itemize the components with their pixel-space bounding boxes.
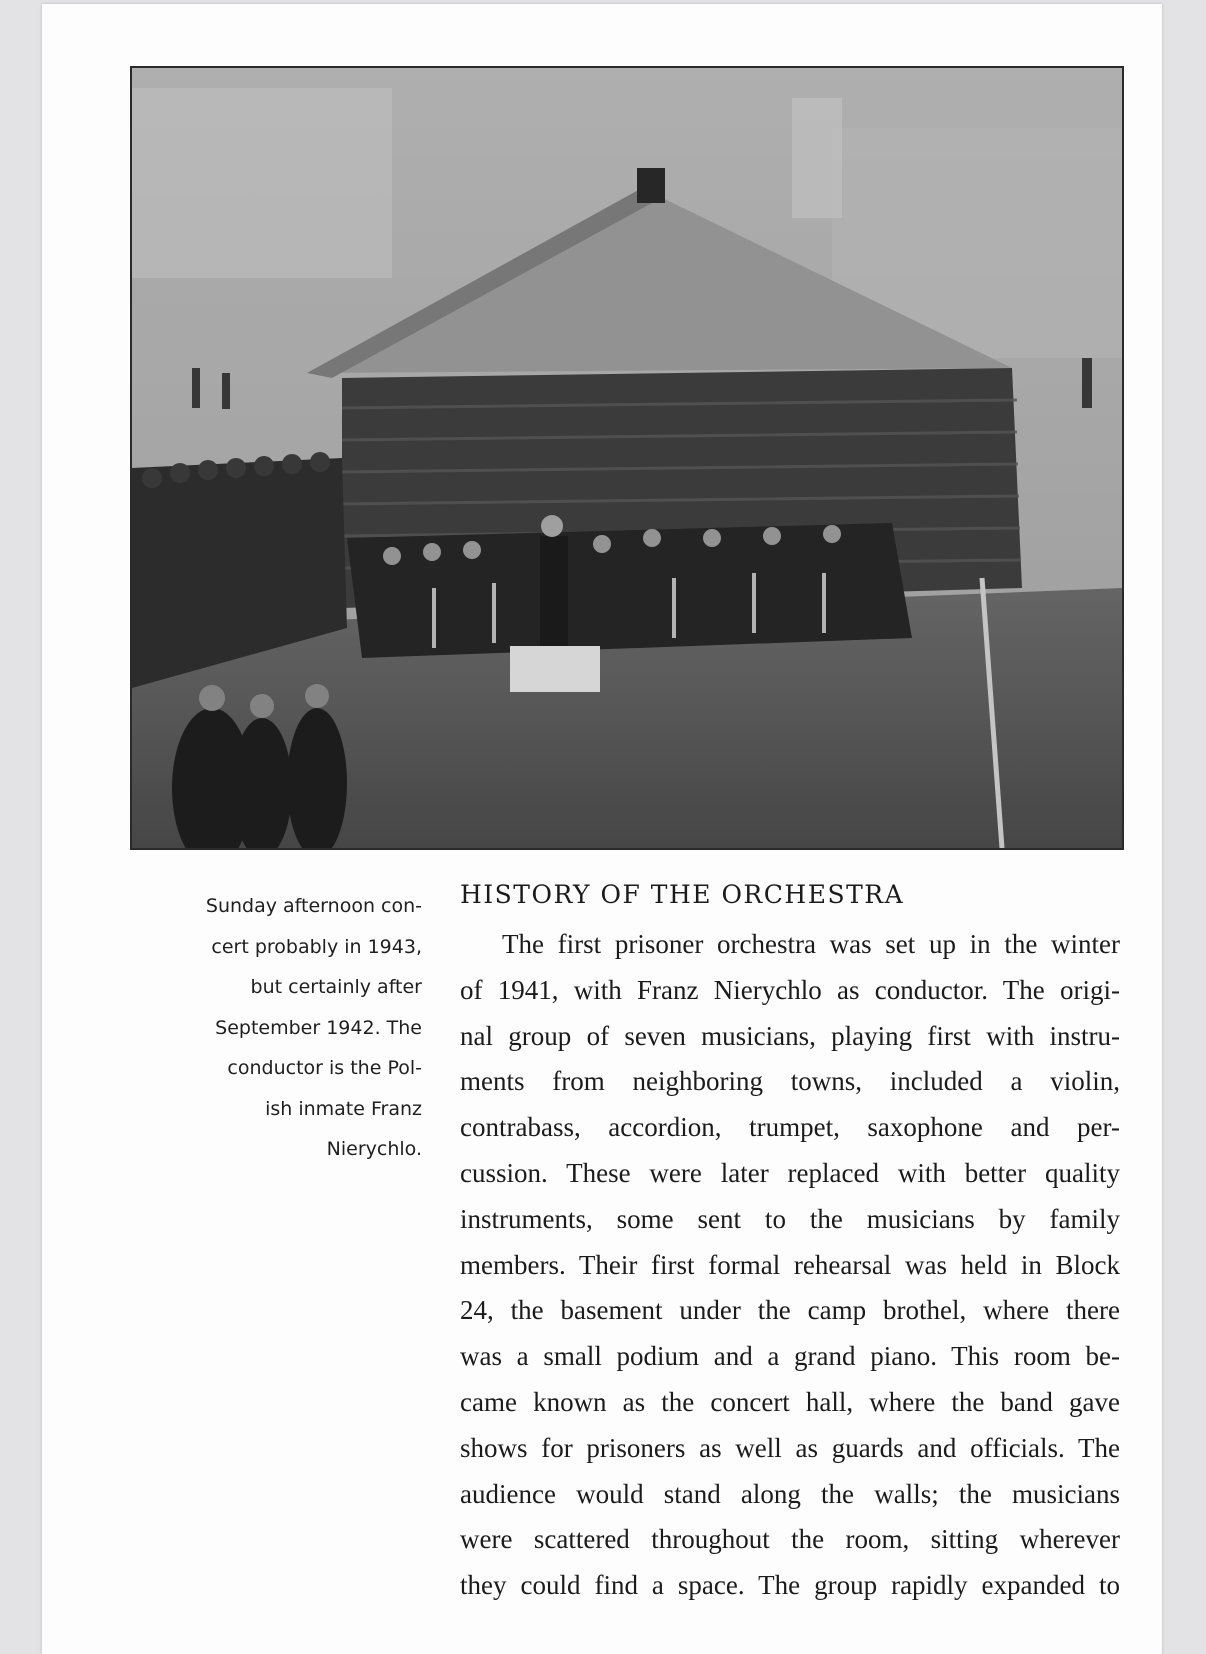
caption-line: September 1942. The xyxy=(215,1016,422,1039)
text-line: ments from neighboring towns, included a violin, xyxy=(460,1066,1120,1097)
text-line: cussion. These were later replaced with better quality xyxy=(460,1157,1120,1188)
caption-line: but certainly after xyxy=(250,976,422,998)
text-line: instruments, some sent to the musicians by family xyxy=(460,1203,1120,1234)
text-line: The first prisoner orchestra was set up in the winter xyxy=(502,929,1120,959)
caption-line: Sunday afternoon con- xyxy=(205,895,422,917)
photo-caption xyxy=(122,886,422,1170)
article-body xyxy=(460,922,1120,1609)
caption-line: cert probably in 1943, xyxy=(211,935,422,958)
orchestra-photo xyxy=(130,66,1124,850)
text-line: nal group of seven musicians, playing first with instru- xyxy=(460,1020,1120,1051)
text-line: they could find a space. The group rapidly expanded to xyxy=(460,1570,1120,1601)
caption-line: ish inmate Franz xyxy=(265,1097,422,1120)
caption-line: Nierychlo. xyxy=(326,1138,422,1160)
text-line: came known as the concert hall, where the band gave xyxy=(460,1386,1120,1417)
caption-line: conductor is the Pol- xyxy=(227,1057,422,1079)
text-line: 24, the basement under the camp brothel, where there xyxy=(460,1295,1120,1326)
text-line: were scattered throughout the room, sitting wherever xyxy=(460,1524,1120,1555)
text-line: was a small podium and a grand piano. This room be- xyxy=(460,1341,1120,1372)
text-line: contrabass, accordion, trumpet, saxophone and per- xyxy=(460,1112,1120,1143)
section-heading: HISTORY OF THE ORCHESTRA xyxy=(460,880,905,909)
text-line: members. Their first formal rehearsal was held in Block xyxy=(460,1249,1120,1280)
book-page xyxy=(42,4,1162,1654)
text-line: shows for prisoners as well as guards and officials. The xyxy=(460,1432,1120,1463)
text-line: of 1941, with Franz Nierychlo as conductor. The origi- xyxy=(460,974,1120,1005)
text-line: audience would stand along the walls; the musicians xyxy=(460,1478,1120,1509)
photo-image xyxy=(132,68,1122,848)
